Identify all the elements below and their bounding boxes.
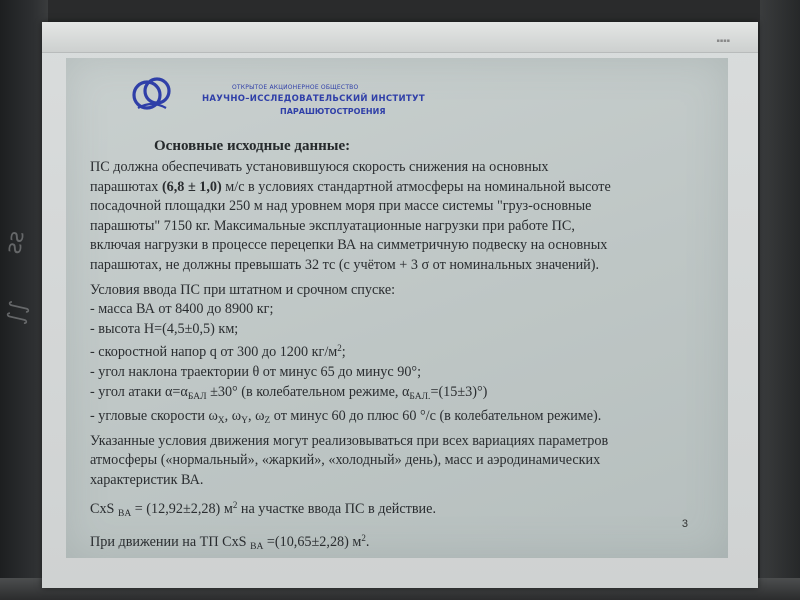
requirements-line: включая нагрузки в процессе перецепки ВА на симметричную подвеску на основных [90,237,608,254]
condition-attack-angle: - угол атаки $\alpha=\alpha_{БАЛ} \pm 30^\circ$ (в колебательном режиме, $\alpha_{БАЛ.}=(15\pm 3)^\circ$) [90,383,488,402]
condition-angular-speeds: - угловые скорости $\omega_X$, $\omega_Y$, $\omega_Z$ от минус 60 до плюс 60 °/с (в колебательном режиме). [90,408,602,427]
institute-name [202,84,425,116]
screen-brand-mark: ▪▪▪▪ [716,38,730,44]
condition-trajectory-angle: - угол наклона траектории θ от минус 65 до минус 90°; [90,363,422,380]
condition-dynamic-pressure: - скоростной напор q от 300 до 1200 $кг/м^2$; [90,343,346,361]
screen-housing [42,22,758,53]
conditions-note: атмосферы («нормальный», «жаркий», «холодный» день), масс и аэродинамических [90,452,601,469]
cxs-entry-line: CxS $_{BA}$ = (12,92±2,28) $м^2$ на участке ввода ПС в действие. [90,499,436,519]
requirements-line: ПС должна обеспечивать установившуюся скорость снижения на основных [90,159,549,175]
presentation-slide [66,58,728,558]
conditions-note: характеристик ВА. [90,471,204,488]
chalk-marks: ƨƨ [1,229,30,256]
institute-name-line3: ПАРАШЮТОСТРОЕНИЯ [280,107,386,116]
requirements-line: парашютах (6,8 ± 1,0) м/с в условиях стандартной атмосферы на номинальной высоте [90,178,611,195]
room-wall-left [0,0,48,600]
room-wall-right [760,0,800,600]
conditions-intro: Условия ввода ПС при штатном и срочном спуске: [90,281,396,298]
slide-page-number: 3 [681,518,688,530]
descent-speed-value: (6,8 ± 1,0) [161,178,222,195]
institute-logo-icon [130,72,174,116]
slide-heading: Основные исходные данные: [154,138,351,154]
requirements-line: посадочной площадки 250 м над уровнем моря при массе системы "груз-основные [90,198,592,215]
condition-mass: - масса ВА от 8400 до 8900 кг; [90,301,274,318]
requirements-line: парашюты" 7150 кг. Максимальные эксплуатационные нагрузки при работе ПС, [90,217,575,234]
chalk-marks: ∫∫ [3,299,32,326]
conditions-note: Указанные условия движения могут реализовываться при всех вариациях параметров [90,432,609,449]
institute-name-line2: НАУЧНО–ИССЛЕДОВАТЕЛЬСКИЙ ИНСТИТУТ [202,94,425,104]
condition-height: - высота H=(4,5±0,5) км; [90,320,239,337]
slide-body [90,158,720,558]
cxs-tp-line: При движении на ТП CxS $_{BA}$ =(10,65±2,28) $м^2$. [90,533,370,553]
requirements-line: парашютах, не должны превышать 32 тс (с учётом + 3 σ от номинальных значений). [90,256,600,273]
institute-name-line1: ОТКРЫТОЕ АКЦИОНЕРНОЕ ОБЩЕСТВО [232,84,359,91]
